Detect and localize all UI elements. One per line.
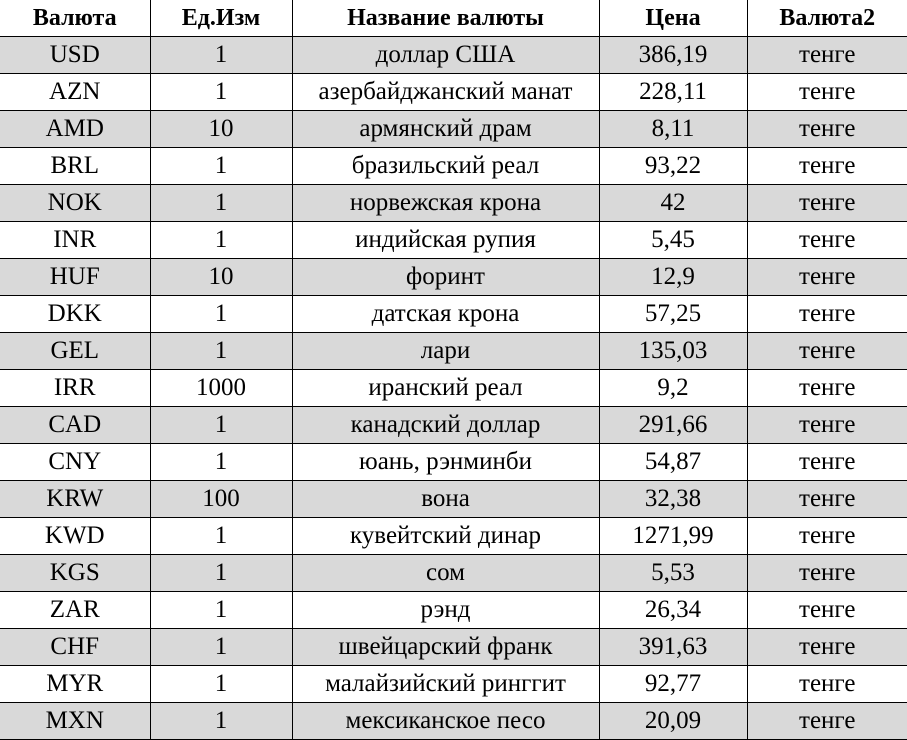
cell-unit: 1 xyxy=(150,222,292,259)
cell-unit: 1 xyxy=(150,629,292,666)
cell-currency-name: азербайджанский манат xyxy=(292,74,599,111)
table-row xyxy=(0,703,907,740)
header-row xyxy=(0,0,907,37)
cell-price: 32,38 xyxy=(599,481,747,518)
cell-price: 135,03 xyxy=(599,333,747,370)
cell-currency-name: вона xyxy=(292,481,599,518)
cell-currency-code: HUF xyxy=(0,259,150,296)
cell-unit: 1 xyxy=(150,148,292,185)
cell-price: 20,09 xyxy=(599,703,747,740)
cell-currency-code: MXN xyxy=(0,703,150,740)
cell-unit: 1 xyxy=(150,444,292,481)
cell-price: 42 xyxy=(599,185,747,222)
cell-unit: 1000 xyxy=(150,370,292,407)
cell-currency2: тенге xyxy=(747,111,907,148)
header-currency-name: Название валюты xyxy=(292,0,599,37)
cell-price: 1271,99 xyxy=(599,518,747,555)
cell-unit: 10 xyxy=(150,259,292,296)
cell-currency-name: иранский реал xyxy=(292,370,599,407)
table-row xyxy=(0,259,907,296)
table-row xyxy=(0,370,907,407)
cell-unit: 1 xyxy=(150,592,292,629)
cell-price: 391,63 xyxy=(599,629,747,666)
cell-unit: 1 xyxy=(150,296,292,333)
cell-currency-name: мексиканское песо xyxy=(292,703,599,740)
cell-currency-name: армянский драм xyxy=(292,111,599,148)
table-row xyxy=(0,518,907,555)
cell-price: 92,77 xyxy=(599,666,747,703)
cell-currency2: тенге xyxy=(747,185,907,222)
cell-currency2: тенге xyxy=(747,629,907,666)
cell-price: 5,45 xyxy=(599,222,747,259)
table-row xyxy=(0,148,907,185)
table-row xyxy=(0,592,907,629)
cell-currency2: тенге xyxy=(747,703,907,740)
cell-currency-name: юань, рэнминби xyxy=(292,444,599,481)
table-row xyxy=(0,37,907,74)
cell-currency-name: швейцарский франк xyxy=(292,629,599,666)
cell-currency2: тенге xyxy=(747,222,907,259)
table-row xyxy=(0,74,907,111)
cell-currency-code: ZAR xyxy=(0,592,150,629)
header-currency2: Валюта2 xyxy=(747,0,907,37)
cell-currency-name: малайзийский ринггит xyxy=(292,666,599,703)
cell-currency-name: бразильский реал xyxy=(292,148,599,185)
cell-currency2: тенге xyxy=(747,555,907,592)
cell-unit: 100 xyxy=(150,481,292,518)
cell-price: 57,25 xyxy=(599,296,747,333)
cell-currency2: тенге xyxy=(747,74,907,111)
cell-currency-code: GEL xyxy=(0,333,150,370)
table-row xyxy=(0,333,907,370)
cell-currency-code: DKK xyxy=(0,296,150,333)
cell-currency-code: CNY xyxy=(0,444,150,481)
cell-currency-name: рэнд xyxy=(292,592,599,629)
cell-unit: 1 xyxy=(150,703,292,740)
cell-currency-name: индийская рупия xyxy=(292,222,599,259)
cell-currency2: тенге xyxy=(747,518,907,555)
header-unit: Ед.Изм xyxy=(150,0,292,37)
cell-currency-name: датская крона xyxy=(292,296,599,333)
table-row xyxy=(0,222,907,259)
cell-currency2: тенге xyxy=(747,592,907,629)
cell-unit: 1 xyxy=(150,666,292,703)
cell-currency-name: лари xyxy=(292,333,599,370)
cell-currency-code: KRW xyxy=(0,481,150,518)
cell-currency2: тенге xyxy=(747,333,907,370)
cell-price: 12,9 xyxy=(599,259,747,296)
header-currency-code: Валюта xyxy=(0,0,150,37)
cell-currency2: тенге xyxy=(747,148,907,185)
cell-unit: 10 xyxy=(150,111,292,148)
cell-currency-name: доллар США xyxy=(292,37,599,74)
table-row xyxy=(0,629,907,666)
table-row xyxy=(0,111,907,148)
cell-currency-code: USD xyxy=(0,37,150,74)
cell-currency-name: канадский доллар xyxy=(292,407,599,444)
cell-currency2: тенге xyxy=(747,37,907,74)
table-row xyxy=(0,185,907,222)
cell-currency-code: CAD xyxy=(0,407,150,444)
cell-currency-name: форинт xyxy=(292,259,599,296)
cell-currency-code: BRL xyxy=(0,148,150,185)
cell-currency-code: MYR xyxy=(0,666,150,703)
table-row xyxy=(0,555,907,592)
cell-currency2: тенге xyxy=(747,666,907,703)
table-body xyxy=(0,37,907,740)
cell-price: 9,2 xyxy=(599,370,747,407)
cell-price: 5,53 xyxy=(599,555,747,592)
cell-unit: 1 xyxy=(150,74,292,111)
cell-unit: 1 xyxy=(150,407,292,444)
cell-unit: 1 xyxy=(150,333,292,370)
cell-currency-code: AZN xyxy=(0,74,150,111)
table-row xyxy=(0,481,907,518)
table-row xyxy=(0,666,907,703)
cell-currency2: тенге xyxy=(747,370,907,407)
cell-price: 26,34 xyxy=(599,592,747,629)
cell-unit: 1 xyxy=(150,37,292,74)
cell-price: 93,22 xyxy=(599,148,747,185)
cell-currency-code: IRR xyxy=(0,370,150,407)
cell-currency-code: AMD xyxy=(0,111,150,148)
table-row xyxy=(0,444,907,481)
cell-price: 386,19 xyxy=(599,37,747,74)
cell-currency-code: KGS xyxy=(0,555,150,592)
cell-currency2: тенге xyxy=(747,481,907,518)
cell-unit: 1 xyxy=(150,185,292,222)
cell-currency2: тенге xyxy=(747,407,907,444)
table-row xyxy=(0,407,907,444)
cell-currency-code: CHF xyxy=(0,629,150,666)
table-row xyxy=(0,296,907,333)
cell-currency-name: норвежская крона xyxy=(292,185,599,222)
cell-price: 54,87 xyxy=(599,444,747,481)
cell-price: 8,11 xyxy=(599,111,747,148)
header-price: Цена xyxy=(599,0,747,37)
cell-price: 291,66 xyxy=(599,407,747,444)
cell-currency-code: KWD xyxy=(0,518,150,555)
cell-currency-name: кувейтский динар xyxy=(292,518,599,555)
cell-currency2: тенге xyxy=(747,296,907,333)
cell-currency-code: NOK xyxy=(0,185,150,222)
cell-unit: 1 xyxy=(150,518,292,555)
cell-currency-name: сом xyxy=(292,555,599,592)
cell-unit: 1 xyxy=(150,555,292,592)
cell-currency-code: INR xyxy=(0,222,150,259)
cell-price: 228,11 xyxy=(599,74,747,111)
cell-currency2: тенге xyxy=(747,444,907,481)
cell-currency2: тенге xyxy=(747,259,907,296)
